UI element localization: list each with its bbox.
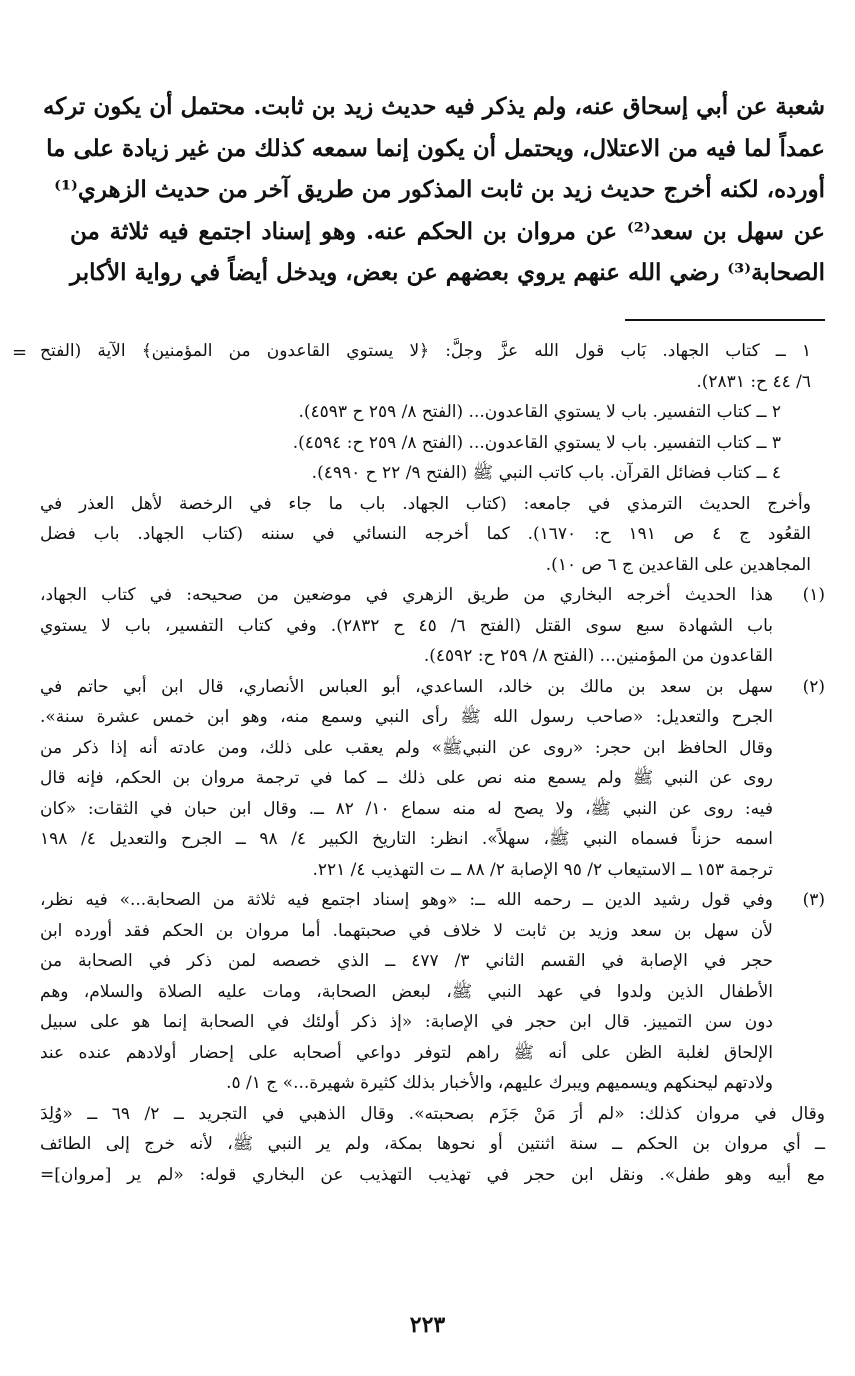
footnote-line: مع أبيه وهو طفل». ونقل ابن حجر في تهذيب التهذيب عن البخاري قوله: «لم ير [مروان]=: [40, 1164, 825, 1185]
footnote-3-continued: [40, 1099, 825, 1191]
footnote-line: سهل بن سعد بن مالك بن خالد، الساعدي، أبو العباس الأنصاري، قال ابن أبي حاتم في: [40, 676, 773, 697]
footnote-line: ولادتهم ليحنكهم ويسميهم ويبرك عليهم، والأخبار بذلك كثيرة شهيرة...» ج ١/ ٥.: [226, 1073, 773, 1093]
main-text-line: أورده، لكنه أخرج حديث زيد بن ثابت المذكور من طريق آخر من حديث الزهري⁽¹⁾: [54, 176, 825, 203]
footnote-line: روى عن النبي ﷺ ولم يسمع منه نص على ذلك ــ كما في ترجمة مروان بن الحكم، فإنه قال: [40, 768, 773, 788]
footnote-line: الجرح والتعديل: «صاحب رسول الله ﷺ رأى النبي وسمع منه، وهو ابن خمس عشرة سنة».: [40, 707, 773, 727]
footnote-line: وأخرج الحديث الترمذي في جامعه: (كتاب الجهاد. باب ما جاء في الرخصة لأهل العذر في: [40, 493, 811, 514]
footnotes-area: [40, 336, 825, 1190]
footnote-line: دون سن التمييز. قال ابن حجر في الإصابة: «إذ ذكر أولئك في الصحابة إنما هو على سبيل: [40, 1012, 773, 1032]
footnote-line: ترجمة ١٥٣ ــ الاستيعاب ٢/ ٩٥ الإصابة ٢/ ٨٨ ــ ت التهذيب ٤/ ٢٢١.: [312, 859, 773, 880]
main-text-line: شعبة عن أبي إسحاق عنه، ولم يذكر فيه حديث زيد بن ثابت. محتمل أن يكون تركه: [42, 93, 825, 120]
footnote-line: ٤ ــ كتاب فضائل القرآن. باب كاتب النبي ﷺ (الفتح ٩/ ٢٢ ح ٤٩٩٠).: [311, 463, 781, 483]
main-text-line: عمداً لما فيه من الاعتلال، ويحتمل أن يكون إنما سمعه كذلك من غير زيادة على ما: [46, 134, 825, 162]
footnote-line: اسمه حزناً فسماه النبي ﷺ، سهلاً». انظر: التاريخ الكبير ٤/ ٩٨ ــ الجرح والتعديل ٤/ ١٩٨: [40, 829, 774, 849]
footnote-line: الأطفال الذين ولدوا في عهد النبي ﷺ، لبعض الصحابة، ومات عليه الصلاة والسلام، وهم: [40, 981, 773, 1002]
continuation-marker: =: [12, 342, 28, 363]
footnote-line: ٣ ــ كتاب التفسير. باب لا يستوي القاعدون... (الفتح ٨/ ٢٥٩ ح: ٤٥٩٤).: [292, 432, 781, 453]
footnote-number: (١): [802, 585, 825, 605]
main-text-line: عن سهل بن سعد⁽²⁾ عن مروان بن الحكم عنه. وهو إسناد اجتمع فيه ثلاثة من: [70, 217, 826, 245]
footnote-separator: [625, 319, 825, 321]
footnote-line: باب الشهادة سبع سوى القتل (الفتح ٦/ ٤٥ ح ٢٨٣٢). وفي كتاب التفسير، باب لا يستوي: [40, 615, 773, 636]
footnote-line: الإلحاق لغلبة الظن على أنه ﷺ راهم لتوفر دواعي أصحابه على إحضار أولادهم عنده عند: [40, 1042, 773, 1063]
footnote-line: وقال الحافظ ابن حجر: «روى عن النبيﷺ» ولم يعقب على ذلك، ومن عادته أنه إذا ذكر من: [40, 737, 773, 758]
footnote-line: القعُود ج ٤ ص ١٩١ ح: ١٦٧٠). كما أخرجه النسائي في سننه (كتاب الجهاد. باب فضل: [40, 524, 811, 544]
footnote-line: ــ أي مروان بن الحكم ــ سنة اثنتين أو نحوها بمكة، ولم ير النبي ﷺ، لأنه خرج إلى الطائف: [40, 1134, 825, 1154]
continued-note: [40, 336, 825, 580]
footnote-line: هذا الحديث أخرجه البخاري من طريق الزهري في موضعين من صحيحه: في كتاب الجهاد،: [40, 585, 773, 605]
footnote-line: حجر في الإصابة في القسم الثاني ٣/ ٤٧٧ ــ الذي خصصه لمن ذكر في الصحابة من: [40, 951, 773, 971]
footnote-line: وفي قول رشيد الدين ــ رحمه الله ــ: «وهو إسناد اجتمع فيه ثلاثة من الصحابة...» فيه نظر،: [40, 890, 773, 910]
footnote-number: (٢): [802, 676, 825, 697]
footnote-2: [40, 672, 825, 886]
footnote-line: القاعدون من المؤمنين... (الفتح ٨/ ٢٥٩ ح: ٤٥٩٢).: [423, 646, 773, 666]
footnote-line: فيه: روى عن النبي ﷺ، ولا يصح له منه سماع ١٠/ ٨٢ ــ. وقال ابن حبان في الثقات: «كان: [40, 798, 773, 819]
footnote-number: (٣): [802, 890, 825, 910]
footnote-line: المجاهدين على القاعدين ج ٦ ص ١٠).: [545, 554, 811, 575]
footnote-line: وقال في مروان كذلك: «لم أرَ مَنْ جَزَم بصحبته». وقال الذهبي في التجريد ــ ٢/ ٦٩ ــ «وُلِدَ: [40, 1103, 826, 1124]
footnote-line: ٢ ــ كتاب التفسير. باب لا يستوي القاعدون... (الفتح ٨/ ٢٥٩ ح ٤٥٩٣).: [298, 402, 781, 422]
footnote-3: [40, 885, 825, 1099]
main-text: [42, 86, 826, 294]
footnote-line: ٦/ ٤٤ ح: ٢٨٣١).: [696, 371, 811, 392]
main-text-line: الصحابة⁽³⁾ رضي الله عنهم يروي بعضهم عن بعض، ويدخل أيضاً في رواية الأكابر: [70, 259, 825, 286]
footnote-line: لأن سهل بن سعد وزيد بن ثابت لا خلاف في صحبتهما. أما مروان بن الحكم فقد أورده ابن: [40, 920, 773, 941]
footnote-1: [40, 580, 825, 672]
page-number: ٢٢٣: [409, 1312, 446, 1338]
footnote-line: ١ ــ كتاب الجهاد. بَاب قول الله عزَّ وجلَّ: ﴿لا يستوي القاعدون من المؤمنين﴾ الآية (الفتح: [40, 341, 811, 361]
